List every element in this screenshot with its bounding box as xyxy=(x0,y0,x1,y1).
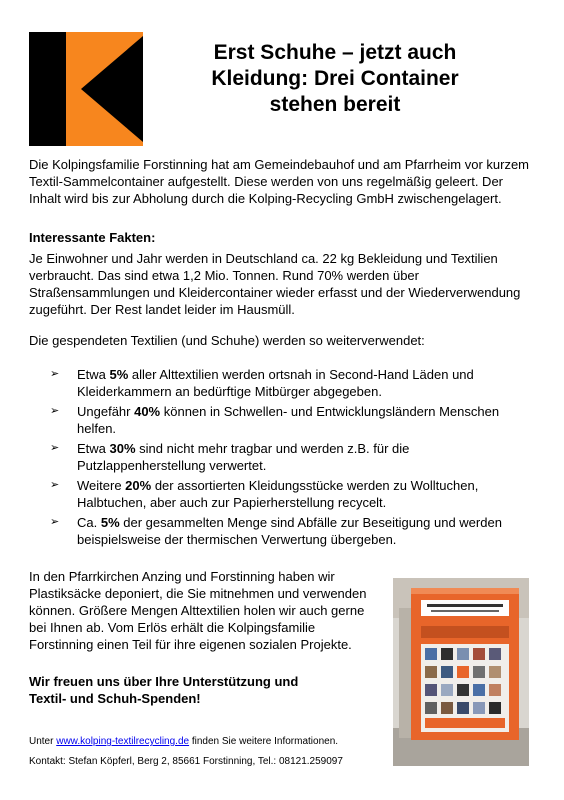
arrow-bullet-icon: ➢ xyxy=(50,516,60,528)
container-photo xyxy=(393,578,529,766)
more-info-line: Unter www.kolping-textilrecycling.de finden Sie weitere Informationen. xyxy=(29,736,339,747)
contact-line: Kontakt: Stefan Köpferl, Berg 2, 85661 Forstinning, Tel.: 08121.259097 xyxy=(29,756,343,767)
usage-intro: Die gespendeten Textilien (und Schuhe) werden so weiterverwendet: xyxy=(29,333,425,348)
list-item: ➢ Ca. 5% der gesammelten Menge sind Abfälle zur Beseitigung und werden beispielsweise der thermischen Verwertung übergeben. xyxy=(50,515,502,547)
arrow-bullet-icon: ➢ xyxy=(50,479,60,491)
page-title xyxy=(170,40,500,118)
list-item: ➢ Etwa 5% aller Alttextilien werden ortsnah in Second-Hand Läden und Kleiderkammern an bedürftige Mitbürger abgegeben. xyxy=(50,367,474,399)
thanks-message: Wir freuen uns über Ihre Unterstützung und Textil- und Schuh-Spenden! xyxy=(29,674,299,706)
list-item: ➢ Weitere 20% der assortierten Kleidungsstücke werden zu Wolltuchen, Halbtuchen, aber auch zur Papierherstellung recycelt. xyxy=(50,478,479,510)
arrow-bullet-icon: ➢ xyxy=(50,405,60,417)
intro-paragraph: Die Kolpingsfamilie Forstinning hat am Gemeindebauhof und am Pfarrheim vor kurzem Textil-Sammelcontainer aufgestellt. Diese werden von uns regelmäßig geleert. Der Inhalt wird bis zur Abholung durch die Kolping-Recycling GmbH zwischengelagert. xyxy=(29,157,530,206)
facts-paragraph: Je Einwohner und Jahr werden in Deutschland ca. 22 kg Bekleidung und Textilien verbraucht. Das sind etwa 1,2 Mio. Tonnen. Rund 70% werden über Straßensammlungen und Kleidercontainer wieder erfasst und der Wiederverwendung zugeführt. Der Rest landet leider im Hausmüll. xyxy=(29,251,521,317)
collection-paragraph: In den Pfarrkirchen Anzing und Forstinning haben wir Plastiksäcke deponiert, die Sie mitnehmen und verwenden können. Größere Mengen Alttextilien holen wir auch gerne bei Ihnen ab. Vom Erlös erhält die Kolpingsfamilie Forstinning einen Teil für ihre eigenen sozialen Projekte. xyxy=(29,569,367,652)
arrow-bullet-icon: ➢ xyxy=(50,368,60,380)
title-line: Erst Schuhe – jetzt auch xyxy=(213,41,457,64)
title-line: stehen bereit xyxy=(269,93,401,116)
website-link[interactable]: www.kolping-textilrecycling.de xyxy=(56,736,190,747)
title-line: Kleidung: Drei Container xyxy=(211,67,459,90)
list-item: ➢ Ungefähr 40% können in Schwellen- und Entwicklungsländern Menschen helfen. xyxy=(50,404,500,436)
usage-list xyxy=(50,366,540,551)
arrow-bullet-icon: ➢ xyxy=(50,442,60,454)
kolping-logo xyxy=(29,32,143,146)
list-item: ➢ Etwa 30% sind nicht mehr tragbar und werden z.B. für die Putzlappenherstellung verwertet. xyxy=(50,441,410,473)
facts-heading: Interessante Fakten: xyxy=(29,230,156,245)
